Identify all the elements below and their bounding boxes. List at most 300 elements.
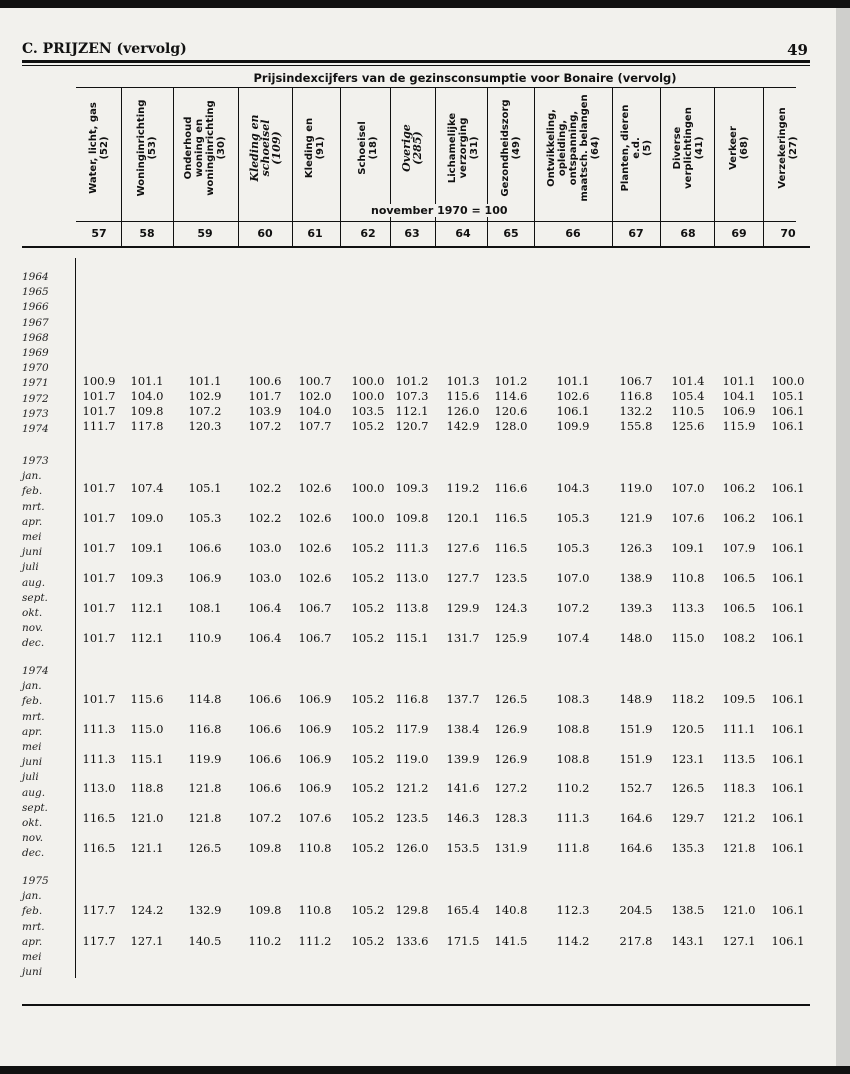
table-cell: 132.9 — [188, 903, 222, 917]
table-cell: 109.8 — [395, 511, 429, 525]
table-cell: 120.7 — [395, 419, 429, 433]
column-divider — [534, 88, 535, 246]
table-cell: 140.5 — [188, 934, 222, 948]
table-cell: 105.1 — [188, 481, 222, 495]
row-label: jan. — [22, 470, 42, 483]
table-cell: 106.5 — [722, 601, 756, 615]
row-label: juli — [22, 561, 39, 574]
table-cell: 108.1 — [188, 601, 222, 615]
table-cell: 117.7 — [82, 934, 116, 948]
table-cell: 119.9 — [188, 752, 222, 766]
table-cell: 107.4 — [556, 631, 590, 645]
table-cell: 101.7 — [82, 389, 116, 403]
column-divider — [435, 88, 436, 246]
row-label: 1974 — [22, 665, 49, 677]
row-label: mei — [22, 741, 42, 753]
table-cell: 106.5 — [722, 571, 756, 585]
document-page — [0, 8, 836, 1066]
column-divider — [340, 88, 341, 246]
table-cell: 107.6 — [671, 511, 705, 525]
table-cell: 110.2 — [556, 781, 590, 795]
column-header — [183, 78, 227, 218]
table-cell: 103.0 — [248, 541, 282, 555]
row-label: 1972 — [22, 392, 49, 405]
table-cell: 106.6 — [248, 692, 282, 706]
table-cell: 105.2 — [351, 631, 385, 645]
table-cell: 102.9 — [188, 389, 222, 403]
table-cell: 100.0 — [771, 374, 805, 388]
table-cell: 120.5 — [671, 722, 705, 736]
row-label: dec. — [22, 637, 45, 650]
table-cell: 133.6 — [395, 934, 429, 948]
table-cell: 106.4 — [248, 631, 282, 645]
column-header-line: Onderhoud — [183, 116, 194, 180]
table-cell: 108.8 — [556, 752, 590, 766]
table-cell: 106.1 — [771, 781, 805, 795]
column-number: 67 — [628, 227, 644, 240]
section-title: C. PRIJZEN (vervolg) — [22, 41, 187, 57]
row-label: mei — [22, 531, 42, 543]
table-cell: 101.1 — [188, 374, 222, 388]
table-cell: 106.7 — [298, 601, 332, 615]
column-header-line: Verkeer — [728, 126, 739, 170]
column-header — [666, 78, 710, 218]
table-cell: 114.6 — [494, 389, 528, 403]
table-cell: 128.0 — [494, 419, 528, 433]
table-cell: 105.2 — [351, 601, 385, 615]
table-cell: 100.7 — [298, 374, 332, 388]
table-cell: 126.5 — [188, 841, 222, 855]
table-cell: 105.4 — [671, 389, 705, 403]
column-header-line: (53) — [147, 136, 158, 160]
table-cell: 115.6 — [130, 692, 164, 706]
table-cell: 105.1 — [771, 389, 805, 403]
table-cell: 106.1 — [771, 752, 805, 766]
table-cell: 131.7 — [446, 631, 480, 645]
table-cell: 148.0 — [619, 631, 653, 645]
table-cell: 116.8 — [619, 389, 653, 403]
column-divider — [487, 88, 488, 246]
row-label: okt. — [22, 817, 43, 829]
table-cell: 116.5 — [82, 811, 116, 825]
column-header-line: Schoeisel — [357, 121, 368, 175]
column-number: 58 — [139, 227, 155, 240]
table-cell: 106.6 — [248, 722, 282, 736]
column-header-line: Ontwikkeling, — [545, 109, 557, 187]
table-cell: 171.5 — [446, 934, 480, 948]
table-cell: 106.1 — [771, 692, 805, 706]
column-header — [77, 78, 121, 218]
table-cell: 155.8 — [619, 419, 653, 433]
column-header-line: (5) — [641, 139, 653, 157]
column-header-line: (27) — [788, 136, 799, 160]
table-cell: 102.6 — [556, 389, 590, 403]
column-header-line: verzorging — [457, 117, 469, 179]
table-cell: 104.0 — [130, 389, 164, 403]
table-cell: 111.2 — [298, 934, 332, 948]
table-cell: 114.8 — [188, 692, 222, 706]
table-cell: 105.2 — [351, 722, 385, 736]
table-cell: 113.8 — [395, 601, 429, 615]
table-cell: 121.2 — [722, 811, 756, 825]
table-cell: 107.0 — [556, 571, 590, 585]
column-header — [766, 78, 810, 218]
row-label: 1971 — [22, 377, 49, 390]
column-header — [293, 78, 337, 218]
table-cell: 117.8 — [130, 419, 164, 433]
row-label: feb. — [22, 695, 43, 708]
table-cell: 107.2 — [248, 811, 282, 825]
table-cell: 123.5 — [395, 811, 429, 825]
scan-top-edge — [0, 0, 850, 8]
table-cell: 105.3 — [556, 511, 590, 525]
column-number: 70 — [780, 227, 796, 240]
table-cell: 138.4 — [446, 722, 480, 736]
column-number: 68 — [680, 227, 696, 240]
table-cell: 106.2 — [722, 481, 756, 495]
column-header-line: schoeisel — [258, 119, 272, 177]
table-cell: 102.6 — [298, 541, 332, 555]
table-cell: 116.8 — [188, 722, 222, 736]
table-cell: 126.0 — [446, 404, 480, 418]
table-cell: 141.5 — [494, 934, 528, 948]
table-cell: 123.5 — [494, 571, 528, 585]
table-cell: 139.9 — [446, 752, 480, 766]
row-label: juni — [22, 756, 43, 769]
table-cell: 151.9 — [619, 752, 653, 766]
column-number: 69 — [731, 227, 747, 240]
table-cell: 105.2 — [351, 841, 385, 855]
table-cell: 119.2 — [446, 481, 480, 495]
column-header — [717, 78, 761, 218]
table-cell: 109.1 — [130, 541, 164, 555]
table-cell: 106.9 — [298, 692, 332, 706]
table-cell: 111.1 — [722, 722, 756, 736]
table-cell: 106.1 — [771, 419, 805, 433]
column-header-line: Diverse — [671, 126, 683, 170]
table-cell: 152.7 — [619, 781, 653, 795]
table-cell: 119.0 — [395, 752, 429, 766]
table-cell: 140.8 — [494, 903, 528, 917]
column-header-line: opleiding, — [556, 119, 568, 177]
table-cell: 107.7 — [298, 419, 332, 433]
table-cell: 131.9 — [494, 841, 528, 855]
table-cell: 117.9 — [395, 722, 429, 736]
column-header-line: Water, licht, gas — [88, 102, 99, 194]
column-header-line: (52) — [99, 136, 110, 160]
column-header-line: woninginrichting — [205, 100, 216, 196]
table-cell: 101.7 — [82, 571, 116, 585]
column-header-line: (91) — [315, 136, 326, 160]
column-number: 57 — [91, 227, 107, 240]
table-cell: 138.5 — [671, 903, 705, 917]
column-header-line: e.d. — [630, 137, 642, 159]
table-cell: 109.8 — [130, 404, 164, 418]
table-cell: 110.9 — [188, 631, 222, 645]
table-cell: 110.8 — [298, 903, 332, 917]
table-bottom-rule — [22, 1004, 810, 1006]
table-cell: 121.9 — [619, 511, 653, 525]
row-label: nov. — [22, 622, 44, 635]
table-cell: 101.7 — [248, 389, 282, 403]
table-cell: 129.8 — [395, 903, 429, 917]
table-cell: 100.0 — [351, 511, 385, 525]
colnum-top-rule — [76, 221, 796, 222]
table-cell: 165.4 — [446, 903, 480, 917]
table-cell: 101.1 — [556, 374, 590, 388]
table-cell: 106.9 — [298, 722, 332, 736]
table-cell: 108.2 — [722, 631, 756, 645]
table-cell: 109.1 — [671, 541, 705, 555]
column-header-line: (41) — [693, 136, 705, 160]
table-cell: 164.6 — [619, 841, 653, 855]
table-cell: 100.9 — [82, 374, 116, 388]
row-label: sept. — [22, 801, 48, 814]
column-header-line: verplichtingen — [682, 107, 694, 189]
table-cell: 120.6 — [494, 404, 528, 418]
table-cell: 107.2 — [248, 419, 282, 433]
table-cell: 102.0 — [298, 389, 332, 403]
table-cell: 126.9 — [494, 752, 528, 766]
table-cell: 116.8 — [395, 692, 429, 706]
row-label: apr. — [22, 935, 43, 948]
table-cell: 101.7 — [82, 601, 116, 615]
table-cell: 114.2 — [556, 934, 590, 948]
table-cell: 116.5 — [494, 541, 528, 555]
header-rule — [22, 60, 810, 63]
column-header-line: (31) — [468, 136, 480, 160]
column-header — [243, 78, 287, 218]
table-cell: 104.0 — [298, 404, 332, 418]
table-cell: 125.9 — [494, 631, 528, 645]
table-cell: 107.3 — [395, 389, 429, 403]
table-cell: 106.4 — [248, 601, 282, 615]
table-cell: 151.9 — [619, 722, 653, 736]
row-label: 1967 — [22, 316, 49, 329]
column-header-line: Kleding en — [304, 117, 315, 179]
table-cell: 106.6 — [248, 781, 282, 795]
table-cell: 105.2 — [351, 752, 385, 766]
table-cell: 106.1 — [771, 631, 805, 645]
label-column-divider — [75, 258, 76, 978]
table-cell: 118.3 — [722, 781, 756, 795]
column-number: 61 — [307, 227, 323, 240]
table-cell: 127.1 — [130, 934, 164, 948]
table-cell: 101.7 — [82, 481, 116, 495]
column-number: 60 — [257, 227, 273, 240]
column-header-line: (285) — [411, 131, 424, 165]
row-label: mei — [22, 951, 42, 963]
column-header-line: Lichamelijke — [446, 112, 458, 184]
column-header — [489, 78, 533, 218]
table-cell: 135.3 — [671, 841, 705, 855]
table-cell: 127.6 — [446, 541, 480, 555]
column-header-line: Gezondheidszorg — [500, 99, 511, 197]
table-cell: 107.4 — [130, 481, 164, 495]
row-label: juli — [22, 771, 39, 784]
table-cell: 126.0 — [395, 841, 429, 855]
table-cell: 105.2 — [351, 419, 385, 433]
table-cell: 106.1 — [771, 541, 805, 555]
table-cell: 137.7 — [446, 692, 480, 706]
column-divider — [173, 88, 174, 246]
table-cell: 100.0 — [351, 481, 385, 495]
row-label: 1966 — [22, 301, 49, 314]
row-label: juni — [22, 966, 43, 979]
table-cell: 115.9 — [722, 419, 756, 433]
table-cell: 103.0 — [248, 571, 282, 585]
table-cell: 111.3 — [82, 722, 116, 736]
table-cell: 102.2 — [248, 481, 282, 495]
table-cell: 106.7 — [298, 631, 332, 645]
table-cell: 128.3 — [494, 811, 528, 825]
table-cell: 106.1 — [771, 601, 805, 615]
table-cell: 100.6 — [248, 374, 282, 388]
table-cell: 101.3 — [446, 374, 480, 388]
table-cell: 126.5 — [494, 692, 528, 706]
table-cell: 101.2 — [395, 374, 429, 388]
table-cell: 142.9 — [446, 419, 480, 433]
table-cell: 153.5 — [446, 841, 480, 855]
row-label: okt. — [22, 607, 43, 619]
table-cell: 101.1 — [130, 374, 164, 388]
column-number: 63 — [404, 227, 420, 240]
table-cell: 129.9 — [446, 601, 480, 615]
table-cell: 117.7 — [82, 903, 116, 917]
table-cell: 109.3 — [130, 571, 164, 585]
table-cell: 106.1 — [771, 481, 805, 495]
table-cell: 115.0 — [130, 722, 164, 736]
table-cell: 105.2 — [351, 692, 385, 706]
table-cell: 116.5 — [494, 511, 528, 525]
row-label: mrt. — [22, 500, 45, 513]
column-divider — [660, 88, 661, 246]
row-label: mrt. — [22, 710, 45, 723]
row-label: sept. — [22, 591, 48, 604]
row-label: feb. — [22, 485, 43, 498]
table-cell: 127.2 — [494, 781, 528, 795]
table-cell: 106.9 — [298, 781, 332, 795]
table-cell: 143.1 — [671, 934, 705, 948]
table-cell: 105.2 — [351, 541, 385, 555]
table-cell: 112.1 — [395, 404, 429, 418]
column-header-line: woning en — [194, 118, 205, 178]
table-cell: 105.3 — [188, 511, 222, 525]
table-cell: 111.3 — [82, 752, 116, 766]
row-label: 1975 — [22, 875, 49, 887]
scan-bottom-edge — [0, 1066, 850, 1074]
table-cell: 115.0 — [671, 631, 705, 645]
table-cell: 121.8 — [722, 841, 756, 855]
table-cell: 100.0 — [351, 389, 385, 403]
table-cell: 101.4 — [671, 374, 705, 388]
table-cell: 204.5 — [619, 903, 653, 917]
table-cell: 106.6 — [188, 541, 222, 555]
table-cell: 115.1 — [395, 631, 429, 645]
column-header-line: Verzekeringen — [777, 107, 788, 189]
table-cell: 125.6 — [671, 419, 705, 433]
column-divider — [763, 88, 764, 246]
table-cell: 121.2 — [395, 781, 429, 795]
row-label: apr. — [22, 725, 43, 738]
table-cell: 121.8 — [188, 811, 222, 825]
table-cell: 126.3 — [619, 541, 653, 555]
column-header-line: Woninginrichting — [136, 99, 147, 197]
table-cell: 126.9 — [494, 722, 528, 736]
table-cell: 121.8 — [188, 781, 222, 795]
table-cell: 132.2 — [619, 404, 653, 418]
table-cell: 109.0 — [130, 511, 164, 525]
column-header-line: Overige — [400, 124, 413, 172]
table-cell: 121.0 — [130, 811, 164, 825]
column-header-line: maatsch. belangen — [578, 94, 590, 202]
table-cell: 138.9 — [619, 571, 653, 585]
table-cell: 107.2 — [556, 601, 590, 615]
table-cell: 105.2 — [351, 811, 385, 825]
table-cell: 103.5 — [351, 404, 385, 418]
table-cell: 119.0 — [619, 481, 653, 495]
table-cell: 121.0 — [722, 903, 756, 917]
table-cell: 106.1 — [771, 841, 805, 855]
table-cell: 104.3 — [556, 481, 590, 495]
table-cell: 109.8 — [248, 841, 282, 855]
table-cell: 102.2 — [248, 511, 282, 525]
column-header — [545, 78, 601, 218]
row-label: 1970 — [22, 362, 49, 375]
table-cell: 141.6 — [446, 781, 480, 795]
table-cell: 109.5 — [722, 692, 756, 706]
table-cell: 121.1 — [130, 841, 164, 855]
table-cell: 102.6 — [298, 511, 332, 525]
table-cell: 113.0 — [395, 571, 429, 585]
row-label: 1969 — [22, 347, 49, 359]
row-label: 1973 — [22, 407, 49, 420]
table-cell: 105.2 — [351, 903, 385, 917]
table-cell: 101.7 — [82, 404, 116, 418]
table-cell: 102.6 — [298, 571, 332, 585]
table-cell: 109.9 — [556, 419, 590, 433]
column-header — [346, 78, 390, 218]
table-cell: 106.1 — [771, 811, 805, 825]
table-cell: 124.3 — [494, 601, 528, 615]
table-cell: 106.1 — [771, 571, 805, 585]
table-cell: 129.7 — [671, 811, 705, 825]
table-cell: 107.6 — [298, 811, 332, 825]
column-header-line: Kleding en — [247, 114, 261, 182]
column-header — [390, 78, 434, 218]
row-label: 1964 — [22, 271, 49, 283]
table-cell: 115.1 — [130, 752, 164, 766]
table-cell: 101.7 — [82, 631, 116, 645]
table-cell: 139.3 — [619, 601, 653, 615]
table-cell: 146.3 — [446, 811, 480, 825]
table-cell: 107.0 — [671, 481, 705, 495]
table-cell: 105.3 — [556, 541, 590, 555]
table-cell: 101.7 — [82, 692, 116, 706]
row-label: jan. — [22, 890, 42, 903]
column-number: 62 — [360, 227, 376, 240]
row-label: feb. — [22, 905, 43, 918]
row-label: jan. — [22, 680, 42, 693]
table-cell: 102.6 — [298, 481, 332, 495]
row-label: nov. — [22, 832, 44, 845]
column-divider — [612, 88, 613, 246]
table-cell: 113.0 — [82, 781, 116, 795]
column-header-line: (18) — [368, 136, 379, 160]
table-cell: 120.1 — [446, 511, 480, 525]
table-cell: 126.5 — [671, 781, 705, 795]
table-cell: 110.5 — [671, 404, 705, 418]
